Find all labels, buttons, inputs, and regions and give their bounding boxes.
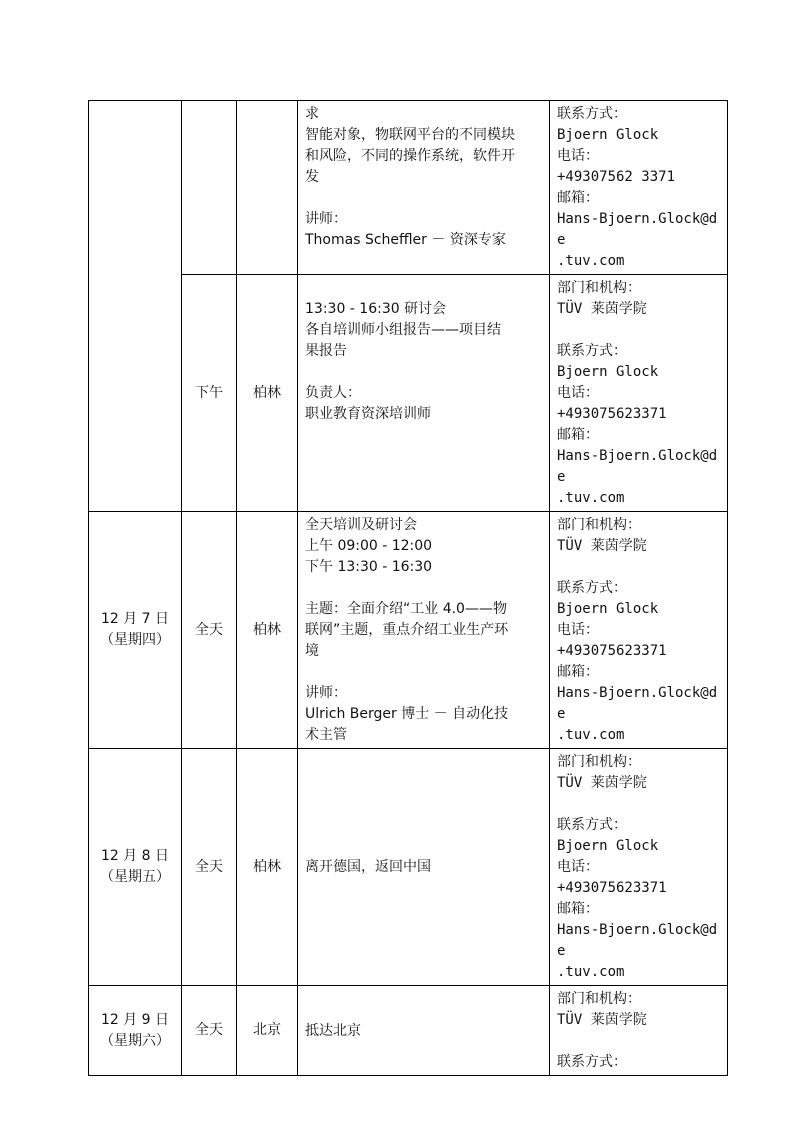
content-line: 联网”主题，重点介绍工业生产环 <box>305 622 509 638</box>
content-line: 讲师： <box>305 685 347 701</box>
city-cell <box>237 749 298 986</box>
city-cell <box>237 101 298 275</box>
content-line: 讲师： <box>305 211 347 227</box>
contact-line: 电话： <box>557 385 599 401</box>
content-line: 上午 09:00 - 12:00 <box>305 538 433 554</box>
content-line: 离开德国，返回中国 <box>305 859 431 875</box>
content-line: 主题：全面介绍“工业 4.0——物 <box>305 601 507 617</box>
contact-line: 电话： <box>557 148 599 164</box>
content-line <box>305 188 543 209</box>
content-cell <box>298 749 550 986</box>
contact-cell <box>550 749 728 986</box>
contact-line: 邮箱： <box>557 664 599 680</box>
contact-line <box>557 1031 723 1052</box>
content-line <box>305 278 543 299</box>
content-line <box>305 578 543 599</box>
contact-line <box>557 794 723 815</box>
content-cell <box>298 275 550 512</box>
contact-email[interactable]: Hans-Bjoern.Glock@de <box>557 211 718 248</box>
contact-line: 邮箱： <box>557 190 599 206</box>
date-cell <box>89 101 182 512</box>
weekday-text: （星期五） <box>100 869 170 885</box>
date-text: 12 月 7 日 <box>100 611 170 627</box>
contact-email[interactable]: Hans-Bjoern.Glock@de <box>557 922 718 959</box>
contact-line: 联系方式： <box>557 343 627 359</box>
contact-line: 邮箱： <box>557 427 599 443</box>
content-line <box>305 662 543 683</box>
contact-line: +493075623371 <box>557 643 667 659</box>
city-text: 柏林 <box>253 858 281 875</box>
content-cell <box>298 101 550 275</box>
table-row <box>89 275 728 512</box>
contact-cell <box>550 275 728 512</box>
content-cell <box>298 512 550 749</box>
contact-line: TÜV 莱茵学院 <box>557 301 647 317</box>
weekday-text: （星期六） <box>100 1032 170 1049</box>
contact-line <box>557 320 723 341</box>
contact-line: 电话： <box>557 859 599 875</box>
period-text: 下午 <box>195 384 223 401</box>
content-cell <box>298 986 550 1076</box>
content-line: 下午 13:30 - 16:30 <box>305 559 433 575</box>
period-cell <box>182 275 237 512</box>
date-cell <box>89 512 182 749</box>
contact-line: TÜV 莱茵学院 <box>557 1012 647 1028</box>
contact-cell <box>550 986 728 1076</box>
content-line: 求 <box>305 106 319 122</box>
contact-line: 联系方式： <box>557 580 627 596</box>
table-row <box>89 986 728 1076</box>
period-cell <box>182 986 237 1076</box>
date-text <box>89 285 181 306</box>
period-cell <box>182 512 237 749</box>
city-cell <box>237 275 298 512</box>
contact-line: TÜV 莱茵学院 <box>557 775 647 791</box>
contact-line: 联系方式： <box>557 106 627 122</box>
contact-line: 部门和机构： <box>557 517 641 533</box>
content-line: 和风险，不同的操作系统，软件开 <box>305 148 515 164</box>
contact-line: 联系方式： <box>557 1054 627 1070</box>
contact-line: +49307562 3371 <box>557 169 676 185</box>
date-cell <box>89 749 182 986</box>
contact-line: 部门和机构： <box>557 991 641 1007</box>
contact-email[interactable]: Hans-Bjoern.Glock@de <box>557 448 718 485</box>
content-line: 抵达北京 <box>305 1022 361 1039</box>
city-cell <box>237 512 298 749</box>
contact-email[interactable]: .tuv.com <box>557 727 625 743</box>
weekday-text: （星期四） <box>100 632 170 648</box>
contact-line: +493075623371 <box>557 406 667 422</box>
contact-line: Bjoern Glock <box>557 127 659 143</box>
content-line: 境 <box>305 643 319 659</box>
period-text: 全天 <box>195 1022 223 1038</box>
contact-line: 部门和机构： <box>557 754 641 770</box>
contact-cell <box>550 512 728 749</box>
contact-line <box>557 557 723 578</box>
contact-line: +493075623371 <box>557 880 667 896</box>
contact-line: Bjoern Glock <box>557 601 659 617</box>
content-line: 全天培训及研讨会 <box>305 517 417 533</box>
table-row <box>89 749 728 986</box>
content-line: 果报告 <box>305 343 347 359</box>
contact-line: 联系方式： <box>557 817 627 833</box>
contact-line: 邮箱： <box>557 901 599 917</box>
content-line: 负责人： <box>305 385 361 401</box>
content-line: 职业教育资深培训师 <box>305 406 431 422</box>
content-line: Ulrich Berger 博士 － 自动化技 <box>305 706 509 722</box>
date-cell <box>89 986 182 1076</box>
period-text: 全天 <box>195 621 223 638</box>
city-text: 柏林 <box>253 384 281 401</box>
contact-email[interactable]: .tuv.com <box>557 490 625 506</box>
table-row <box>89 512 728 749</box>
content-line: 13:30 - 16:30 研讨会 <box>305 301 447 317</box>
contact-line: 部门和机构： <box>557 280 641 296</box>
period-cell <box>182 101 237 275</box>
contact-line: 电话： <box>557 622 599 638</box>
contact-line: Bjoern Glock <box>557 838 659 854</box>
city-text: 北京 <box>253 1022 281 1038</box>
content-line: Thomas Scheffler － 资深专家 <box>305 232 506 248</box>
city-cell <box>237 986 298 1076</box>
period-cell <box>182 749 237 986</box>
content-line <box>305 362 543 383</box>
contact-email[interactable]: Hans-Bjoern.Glock@de <box>557 685 718 722</box>
contact-cell <box>550 101 728 275</box>
schedule-table <box>88 100 728 1076</box>
weekday-text <box>89 306 181 327</box>
contact-line: Bjoern Glock <box>557 364 659 380</box>
content-line: 发 <box>305 169 319 185</box>
contact-email[interactable]: .tuv.com <box>557 964 625 980</box>
content-line: 智能对象，物联网平台的不同模块 <box>305 127 515 143</box>
date-text: 12 月 9 日 <box>100 1011 170 1028</box>
contact-email[interactable]: .tuv.com <box>557 253 625 269</box>
contact-line: TÜV 莱茵学院 <box>557 538 647 554</box>
table-row <box>89 101 728 275</box>
city-text: 柏林 <box>253 621 281 638</box>
content-line: 术主管 <box>305 727 347 743</box>
content-line: 各自培训师小组报告——项目结 <box>305 322 501 338</box>
date-text: 12 月 8 日 <box>100 848 170 864</box>
period-text: 全天 <box>195 858 223 875</box>
